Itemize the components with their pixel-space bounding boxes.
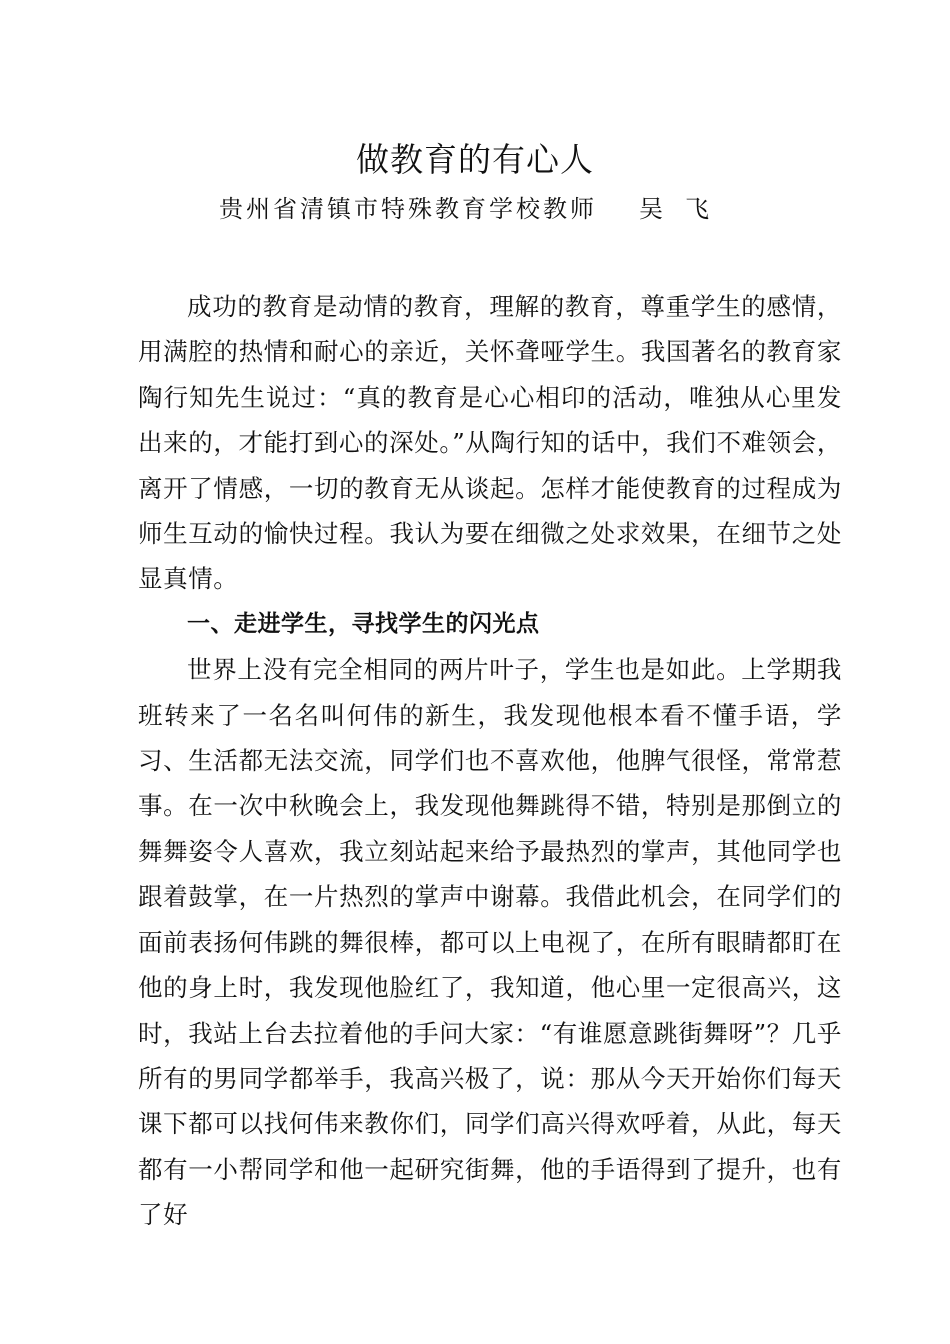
author-affiliation: 贵州省清镇市特殊教育学校教师 — [219, 195, 597, 223]
document-body — [138, 284, 842, 1238]
section-heading: 一、走进学生，寻找学生的闪光点 — [187, 610, 540, 637]
byline — [0, 192, 950, 226]
intro-paragraph: 成功的教育是动情的教育，理解的教育，尊重学生的感情，用满腔的热情和耐心的亲近，关怀聋哑学生。我国著名的教育家陶行知先生说过：“真的教育是心心相印的活动，唯独从心里发出来的，才能打到心的深处。”从陶行知的话中，我们不难领会，离开了情感，一切的教育无从谈起。怎样才能使教育的过程成为师生互动的愉快过程。我认为要在细微之处求效果，在细节之处显真情。 — [138, 292, 842, 594]
author-name: 吴飞 — [639, 195, 731, 223]
section-paragraph: 世界上没有完全相同的两片叶子，学生也是如此。上学期我班转来了一名名叫何伟的新生，我发现他根本看不懂手语，学习、生活都无法交流，同学们也不喜欢他，他脾气很怪，常常惹事。在一次中秋晚会上，我发现他舞跳得不错，特别是那倒立的舞舞姿令人喜欢，我立刻站起来给予最热烈的掌声，其他同学也跟着鼓掌，在一片热烈的掌声中谢幕。我借此机会，在同学们的面前表扬何伟跳的舞很棒，都可以上电视了，在所有眼睛都盯在他的身上时，我发现他脸红了，我知道，他心里一定很高兴，这时，我站上台去拉着他的手问大家：“有谁愿意跳街舞呀”？几乎所有的男同学都举手，我高兴极了，说：那从今天开始你们每天课下都可以找何伟来教你们，同学们高兴得欢呼着，从此，每天都有一小帮同学和他一起研究街舞，他的手语得到了提升，也有了好 — [138, 655, 842, 1230]
document-title: 做教育的有心人 — [356, 140, 594, 179]
